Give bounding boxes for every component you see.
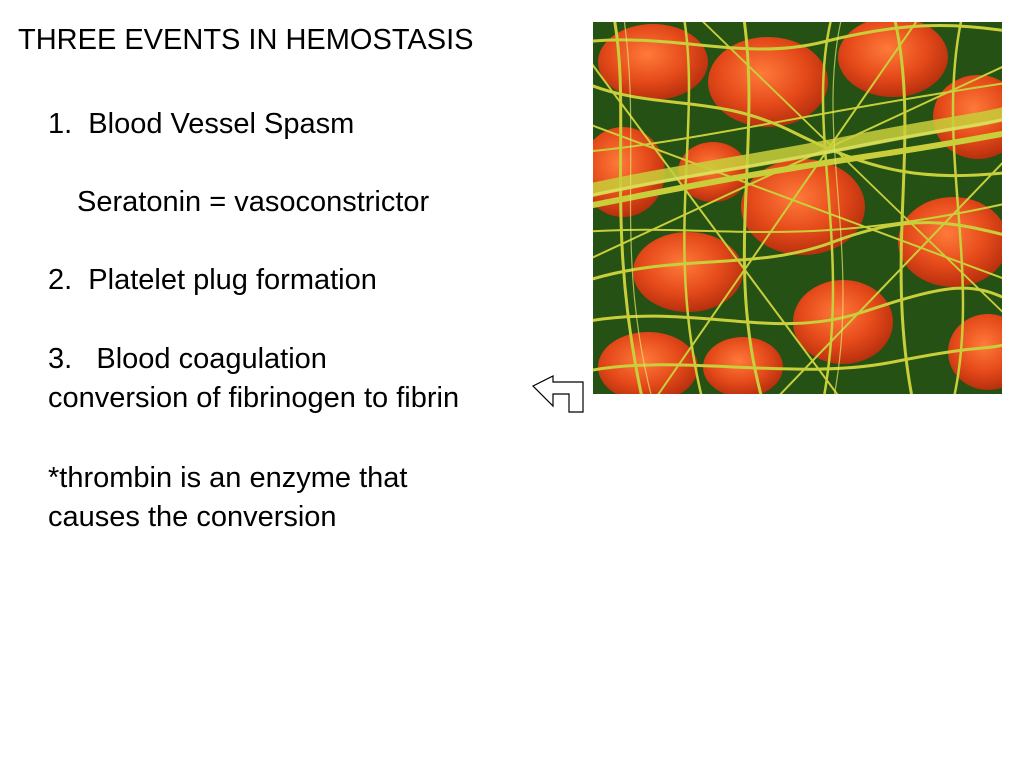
thrombin-note-line-1: *thrombin is an enzyme that <box>48 462 408 494</box>
list-item-platelet-plug: 2. Platelet plug formation <box>48 264 377 296</box>
list-item-blood-vessel-spasm: 1. Blood Vessel Spasm <box>48 108 355 140</box>
fibrin-micrograph-image <box>593 22 1002 394</box>
slide-title: THREE EVENTS IN HEMOSTASIS <box>18 24 474 56</box>
thrombin-note-line-2: causes the conversion <box>48 501 337 533</box>
list-item-blood-coagulation: 3. Blood coagulation <box>48 343 327 375</box>
coagulation-detail: conversion of fibrinogen to fibrin <box>48 382 460 414</box>
block-arrow-icon <box>527 374 585 420</box>
serotonin-note: Seratonin = vasoconstrictor <box>77 186 430 218</box>
